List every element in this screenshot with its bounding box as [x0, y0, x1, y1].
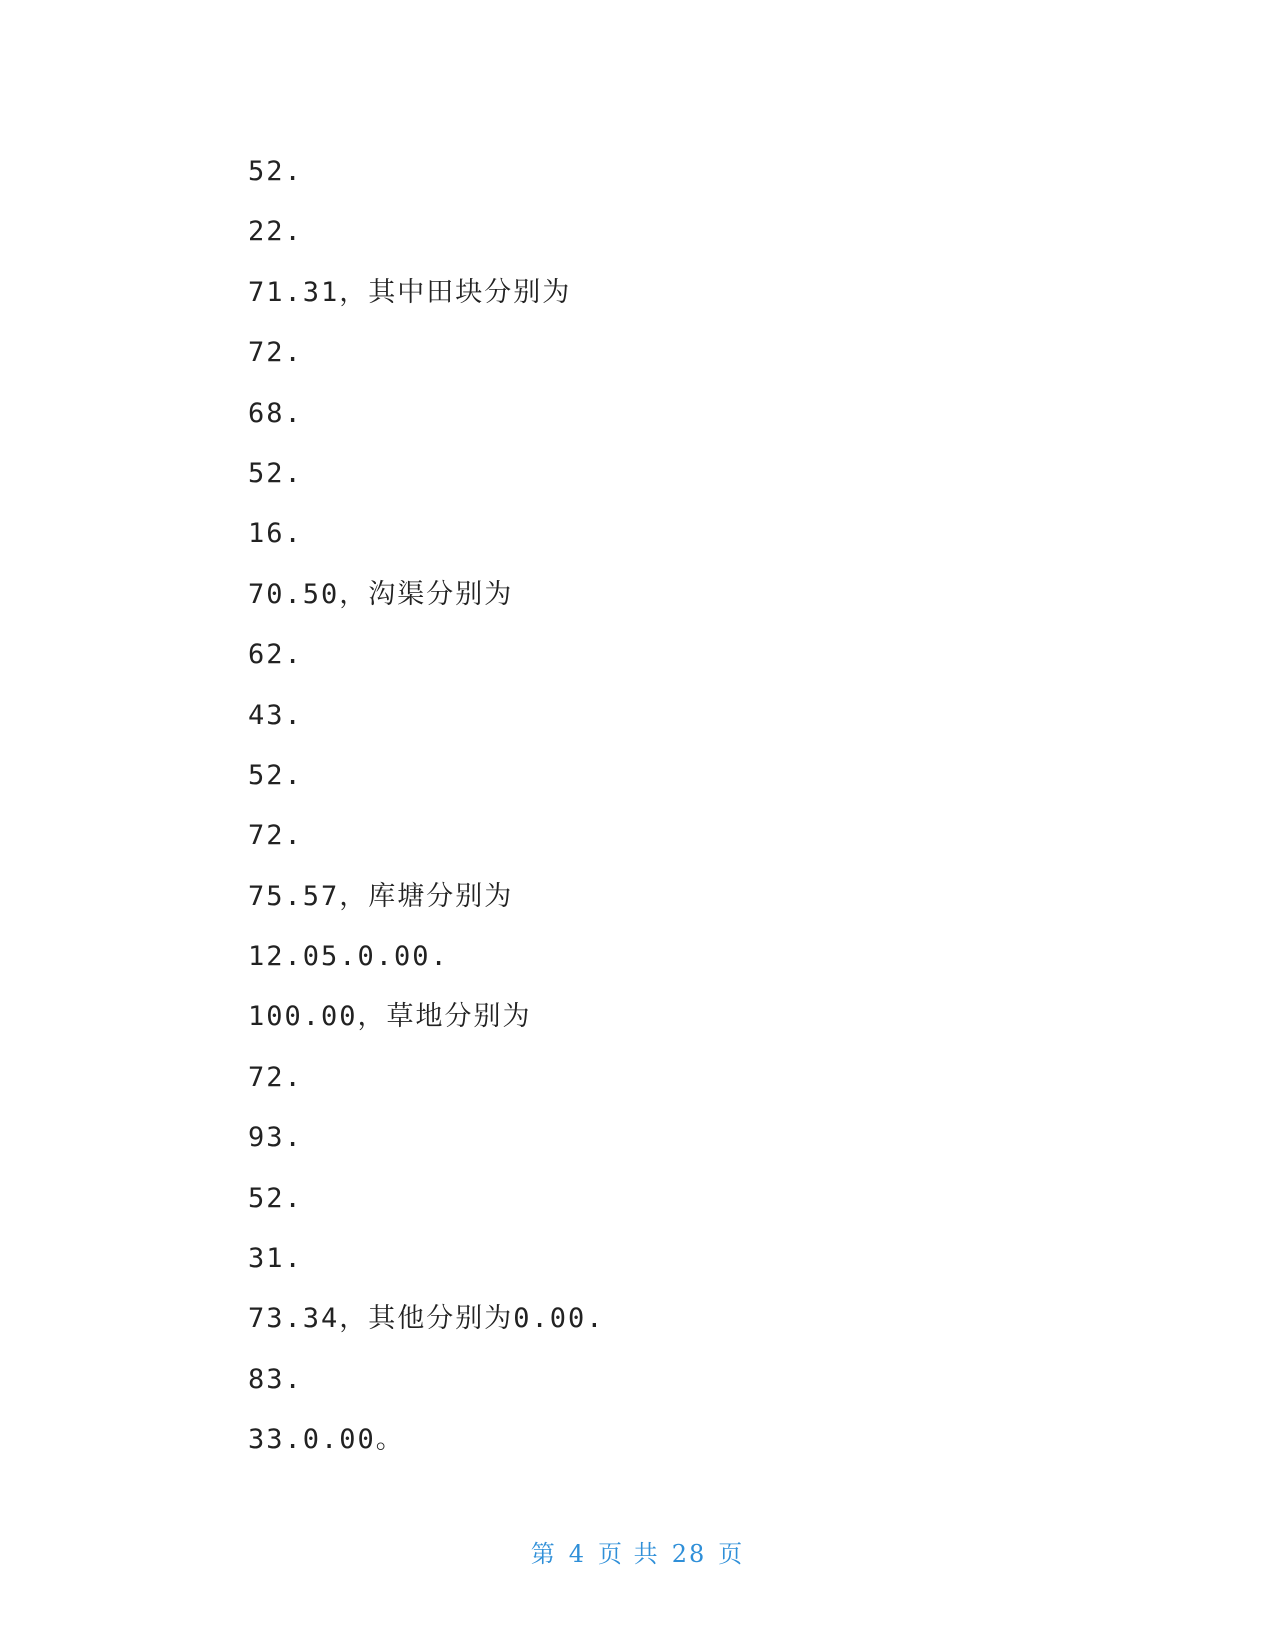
text-line: 12.05.0.00.	[248, 941, 449, 973]
page-footer	[0, 1534, 1275, 1569]
footer-page-number: 4	[568, 1540, 587, 1568]
text-line: 52.	[248, 156, 303, 187]
text-line: 43.	[248, 699, 303, 731]
text-line: 72.	[248, 1061, 303, 1093]
footer-total-pages: 28	[671, 1540, 707, 1568]
text-line: 72.	[248, 337, 303, 369]
footer-mid: 页 共	[598, 1540, 660, 1568]
text-line: 75.57，库塘分别为	[248, 880, 514, 912]
text-line: 16.	[248, 518, 303, 550]
text-line: 72.	[248, 820, 303, 852]
document-body	[248, 142, 1148, 1471]
footer-suffix: 页	[718, 1540, 745, 1568]
text-line: 93.	[248, 1122, 303, 1154]
text-line: 73.34，其他分别为0.00.	[248, 1303, 605, 1335]
footer-prefix: 第	[530, 1540, 557, 1568]
text-line: 83.	[248, 1363, 303, 1395]
text-line: 62.	[248, 639, 303, 671]
text-line: 52.	[248, 1182, 303, 1214]
text-line: 31.	[248, 1243, 303, 1275]
text-line: 71.31，其中田块分别为	[248, 276, 572, 308]
text-line: 68.	[248, 397, 303, 429]
text-line: 52.	[248, 759, 303, 791]
text-line: 100.00，草地分别为	[248, 1001, 532, 1033]
text-line: 22.	[248, 216, 303, 248]
text-line: 52.	[248, 457, 303, 489]
text-line: 70.50，沟渠分别为	[248, 578, 514, 610]
text-line: 33.0.00。	[248, 1424, 405, 1456]
